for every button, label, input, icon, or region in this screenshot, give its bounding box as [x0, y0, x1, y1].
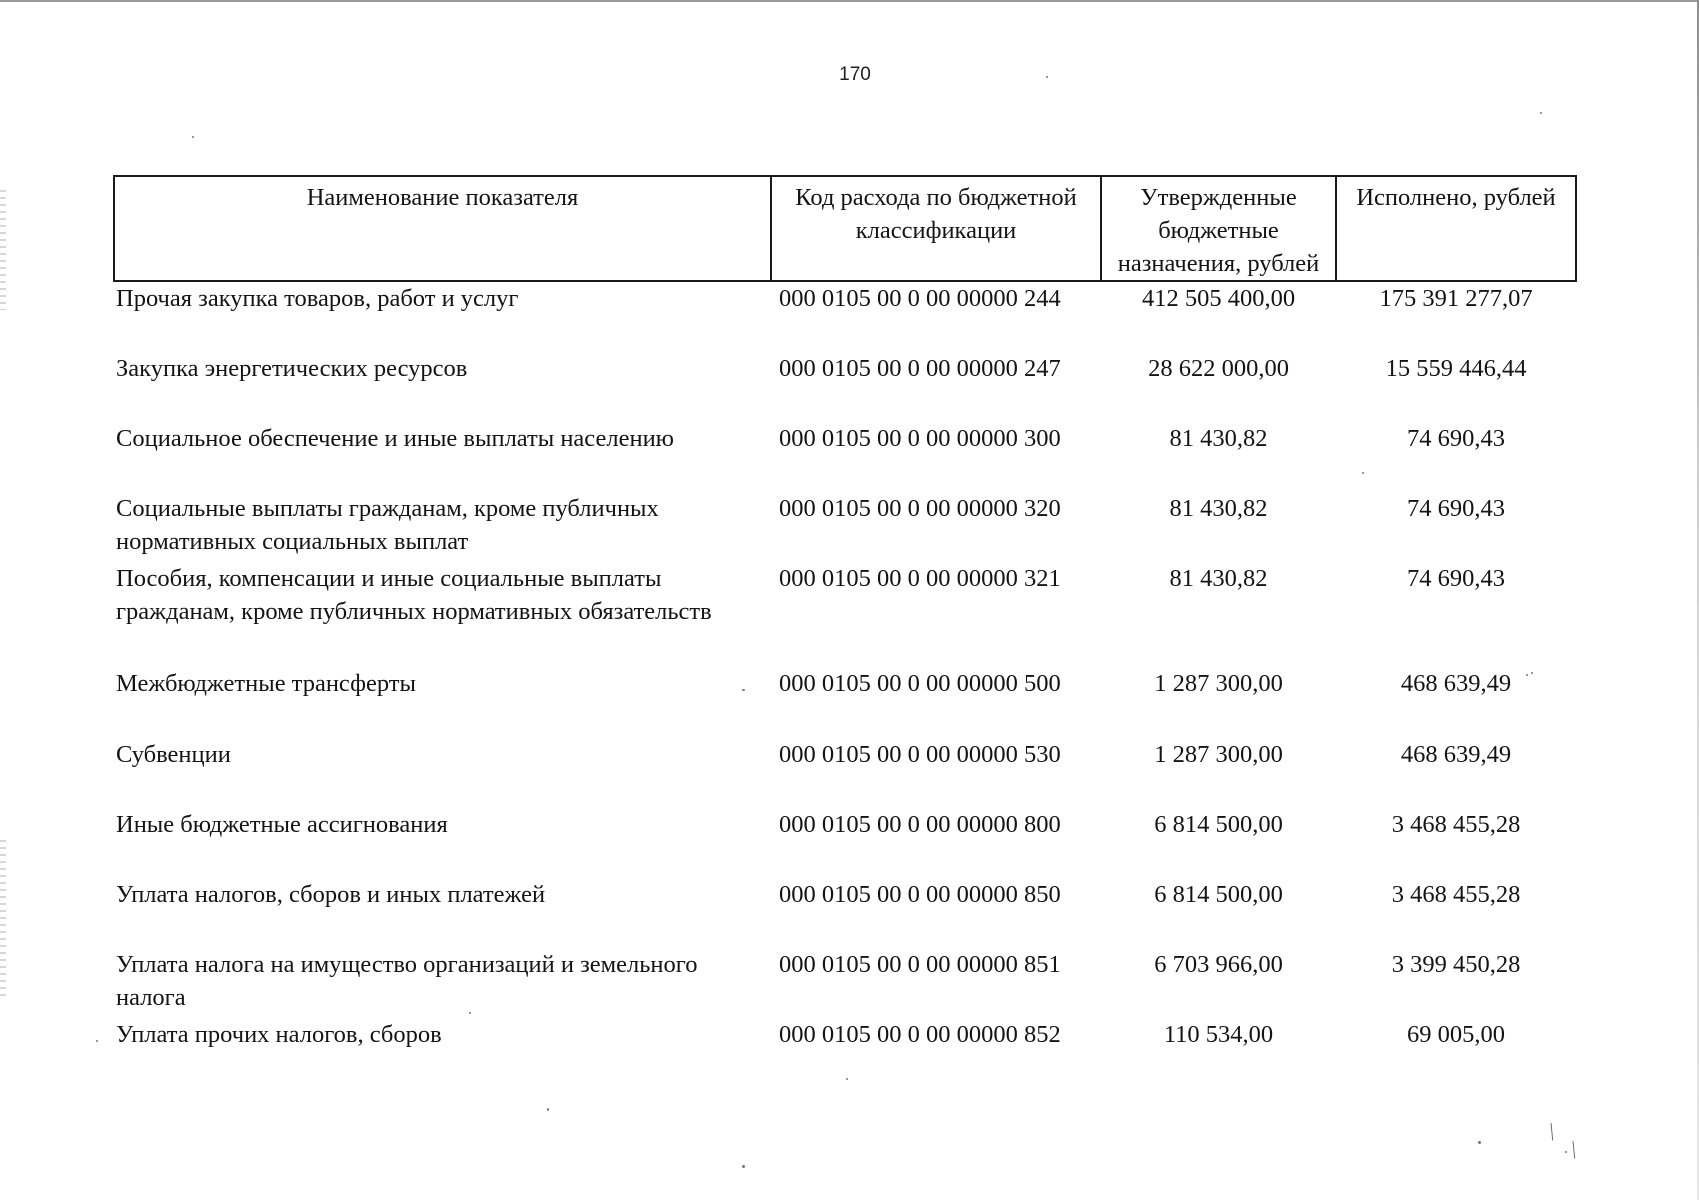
- header-approved-amount: Утвержденные бюджетные назначения, рублей: [1101, 176, 1336, 281]
- table-row: [114, 738, 1576, 808]
- header-expense-code: Код расхода по бюджетной классификации: [771, 176, 1101, 281]
- row-indicator-name: Уплата прочих налогов, сборов: [116, 1021, 442, 1048]
- row-approved-amount: 6 703 966,00: [1154, 951, 1283, 978]
- row-approved-amount: 110 534,00: [1163, 1021, 1274, 1048]
- row-executed-amount: 3 468 455,28: [1391, 881, 1521, 908]
- row-indicator-name: Социальное обеспечение и иные выплаты населению: [116, 425, 674, 452]
- row-executed-amount: 74 690,43: [1407, 565, 1505, 592]
- table-row: [114, 492, 1576, 562]
- scan-left-edge-noise: [0, 840, 6, 1000]
- table-row: [114, 808, 1576, 878]
- row-indicator-name: Межбюджетные трансферты: [116, 670, 416, 697]
- row-executed-amount: 15 559 446,44: [1385, 355, 1527, 382]
- row-executed-amount: 468 639,49: [1400, 670, 1512, 697]
- table-row: [114, 562, 1576, 667]
- scan-top-edge: [0, 0, 1699, 2]
- row-executed-amount: 468 639,49: [1400, 741, 1512, 768]
- row-indicator-name: Социальные выплаты гражданам, кроме публичных нормативных социальных выплат: [116, 495, 659, 555]
- row-approved-amount: 81 430,82: [1169, 425, 1268, 452]
- row-indicator-name: Пособия, компенсации и иные социальные выплаты гражданам, кроме публичных нормативных обязательств: [116, 565, 712, 625]
- table-row: [114, 878, 1576, 948]
- row-expense-code: 000 0105 00 0 00 00000 800: [779, 811, 1061, 838]
- row-expense-code: 000 0105 00 0 00 00000 851: [779, 951, 1061, 978]
- row-expense-code: 000 0105 00 0 00 00000 852: [779, 1021, 1061, 1048]
- row-executed-amount: 3 468 455,28: [1391, 811, 1521, 838]
- page-number: 170: [839, 64, 871, 85]
- budget-execution-table: [113, 175, 1577, 1084]
- table-header-row: [114, 176, 1576, 281]
- table-row: [114, 422, 1576, 492]
- row-approved-amount: 6 814 500,00: [1154, 811, 1283, 838]
- scan-speck: [1478, 1141, 1481, 1144]
- row-executed-amount: 69 005,00: [1407, 1021, 1505, 1048]
- row-indicator-name: Закупка энергетических ресурсов: [116, 355, 468, 382]
- row-indicator-name: Прочая закупка товаров, работ и услуг: [116, 285, 519, 312]
- row-expense-code: 000 0105 00 0 00 00000 530: [779, 741, 1061, 768]
- table-row: [114, 281, 1576, 352]
- scan-speck: [547, 1108, 549, 1111]
- row-indicator-name: Субвенции: [116, 741, 231, 768]
- row-expense-code: 000 0105 00 0 00 00000 850: [779, 881, 1061, 908]
- table-row: [114, 352, 1576, 422]
- header-indicator-name: Наименование показателя: [114, 176, 771, 281]
- table-row: [114, 948, 1576, 1018]
- header-executed-amount: Исполнено, рублей: [1336, 176, 1576, 281]
- row-indicator-name: Иные бюджетные ассигнования: [116, 811, 448, 838]
- row-approved-amount: 81 430,82: [1169, 495, 1268, 522]
- row-expense-code: 000 0105 00 0 00 00000 300: [779, 425, 1061, 452]
- row-indicator-name: Уплата налога на имущество организаций и земельного налога: [116, 951, 698, 1011]
- scan-scribble: ⟍: [1540, 1120, 1563, 1145]
- row-approved-amount: 1 287 300,00: [1154, 670, 1283, 697]
- row-executed-amount: 74 690,43: [1407, 495, 1505, 522]
- scan-speck: [1540, 112, 1542, 114]
- row-expense-code: 000 0105 00 0 00 00000 321: [779, 565, 1061, 592]
- scan-speck: [96, 1040, 98, 1042]
- row-indicator-name: Уплата налогов, сборов и иных платежей: [116, 881, 546, 908]
- row-approved-amount: 28 622 000,00: [1148, 355, 1289, 382]
- table-row: [114, 667, 1576, 738]
- row-expense-code: 000 0105 00 0 00 00000 244: [779, 285, 1061, 312]
- scan-speck: [192, 136, 194, 138]
- row-approved-amount: 1 287 300,00: [1154, 741, 1283, 768]
- row-executed-amount: 175 391 277,07: [1379, 285, 1533, 312]
- scan-scribble: ⟍: [1562, 1138, 1585, 1163]
- row-approved-amount: 412 505 400,00: [1141, 285, 1296, 312]
- row-approved-amount: 6 814 500,00: [1154, 881, 1283, 908]
- row-executed-amount: 74 690,43: [1407, 425, 1505, 452]
- scan-speck: [742, 1165, 745, 1168]
- row-expense-code: 000 0105 00 0 00 00000 500: [779, 670, 1061, 697]
- row-approved-amount: 81 430,82: [1169, 565, 1268, 592]
- row-expense-code: 000 0105 00 0 00 00000 247: [779, 355, 1061, 382]
- row-expense-code: 000 0105 00 0 00 00000 320: [779, 495, 1061, 522]
- row-executed-amount: 3 399 450,28: [1391, 951, 1521, 978]
- table-row: [114, 1018, 1576, 1084]
- scan-left-edge-noise: [0, 190, 6, 310]
